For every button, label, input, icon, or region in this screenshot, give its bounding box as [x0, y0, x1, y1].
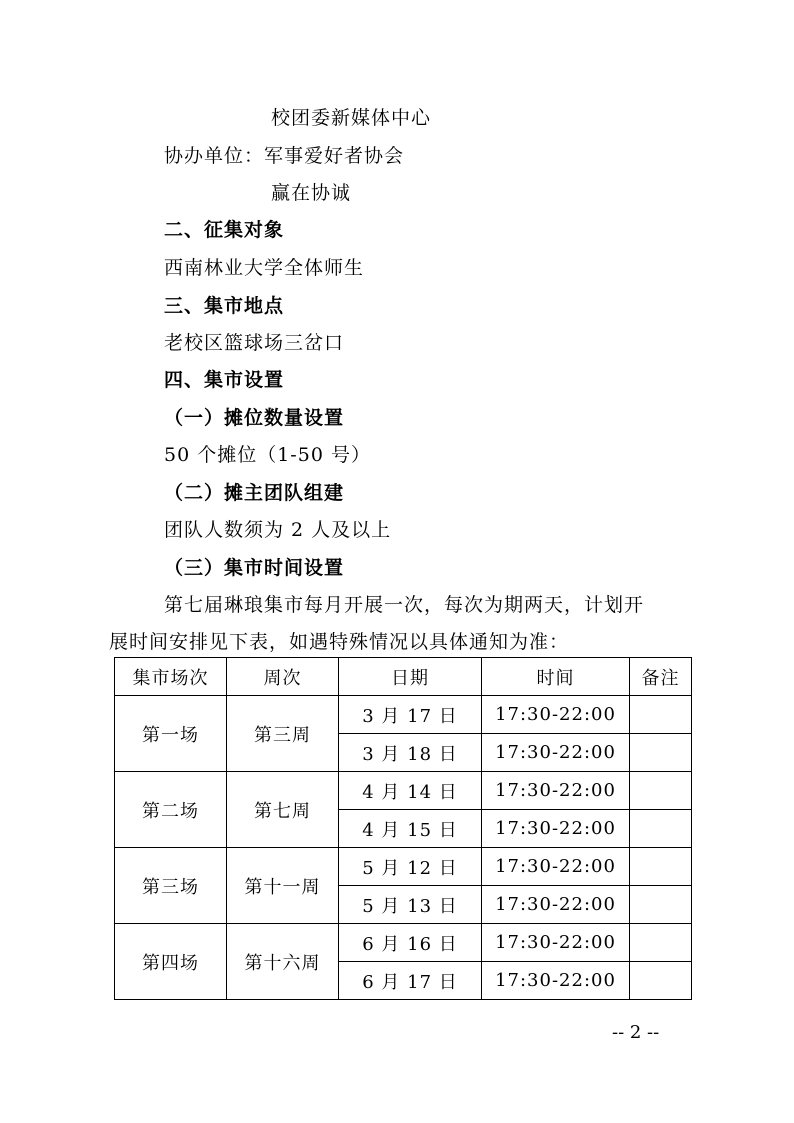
table-row — [115, 696, 692, 734]
cell-week: 第三周 — [227, 696, 339, 772]
cell-week: 第十六周 — [227, 924, 339, 1000]
header-week: 周次 — [227, 658, 339, 696]
cell-note — [630, 734, 692, 772]
heading-target: 二、征集对象 — [164, 219, 285, 241]
schedule-table — [114, 657, 692, 1000]
line-target: 西南林业大学全体师生 — [164, 257, 365, 279]
cell-week: 第十一周 — [227, 848, 339, 924]
header-note: 备注 — [630, 658, 692, 696]
line-co-organizer: 协办单位：军事爱好者协会 — [164, 145, 405, 167]
cell-session: 第一场 — [115, 696, 227, 772]
cell-note — [630, 924, 692, 962]
cell-note — [630, 772, 692, 810]
subheading-team: （二）摊主团队组建 — [164, 482, 345, 504]
cell-date: 5 月 12 日 — [339, 848, 482, 886]
table-row — [115, 924, 692, 962]
paragraph-line-2: 展时间安排见下表，如遇特殊情况以具体通知为准： — [109, 631, 570, 653]
line-co-organizer-continued: 赢在协诚 — [271, 182, 352, 204]
line-location: 老校区篮球场三岔口 — [164, 332, 345, 354]
cell-time: 17:30-22:00 — [482, 886, 630, 924]
cell-time: 17:30-22:00 — [482, 810, 630, 848]
cell-date: 3 月 18 日 — [339, 734, 482, 772]
line-team: 团队人数须为 2 人及以上 — [164, 519, 392, 541]
cell-date: 4 月 14 日 — [339, 772, 482, 810]
line-organizer-continued: 校团委新媒体中心 — [271, 107, 432, 129]
cell-session: 第二场 — [115, 772, 227, 848]
cell-note — [630, 810, 692, 848]
cell-time: 17:30-22:00 — [482, 772, 630, 810]
table-row — [115, 772, 692, 810]
heading-location: 三、集市地点 — [164, 295, 285, 317]
cell-date: 5 月 13 日 — [339, 886, 482, 924]
page-number: -- 2 -- — [612, 1022, 660, 1043]
table-header-row — [115, 658, 692, 696]
cell-session: 第四场 — [115, 924, 227, 1000]
cell-note — [630, 848, 692, 886]
cell-date: 3 月 17 日 — [339, 696, 482, 734]
cell-note — [630, 962, 692, 1000]
line-booth-count: 50 个摊位（1-50 号） — [164, 444, 371, 466]
subheading-booth-count: （一）摊位数量设置 — [164, 407, 345, 429]
cell-time: 17:30-22:00 — [482, 734, 630, 772]
cell-time: 17:30-22:00 — [482, 848, 630, 886]
header-time: 时间 — [482, 658, 630, 696]
cell-note — [630, 886, 692, 924]
table-row — [115, 848, 692, 886]
cell-session: 第三场 — [115, 848, 227, 924]
cell-note — [630, 696, 692, 734]
cell-date: 4 月 15 日 — [339, 810, 482, 848]
cell-date: 6 月 17 日 — [339, 962, 482, 1000]
header-date: 日期 — [339, 658, 482, 696]
header-session: 集市场次 — [115, 658, 227, 696]
cell-time: 17:30-22:00 — [482, 924, 630, 962]
heading-settings: 四、集市设置 — [164, 369, 285, 391]
paragraph-line-1: 第七届琳琅集市每月开展一次，每次为期两天，计划开 — [164, 594, 645, 616]
cell-time: 17:30-22:00 — [482, 696, 630, 734]
cell-time: 17:30-22:00 — [482, 962, 630, 1000]
cell-date: 6 月 16 日 — [339, 924, 482, 962]
subheading-time: （三）集市时间设置 — [164, 557, 345, 579]
cell-week: 第七周 — [227, 772, 339, 848]
